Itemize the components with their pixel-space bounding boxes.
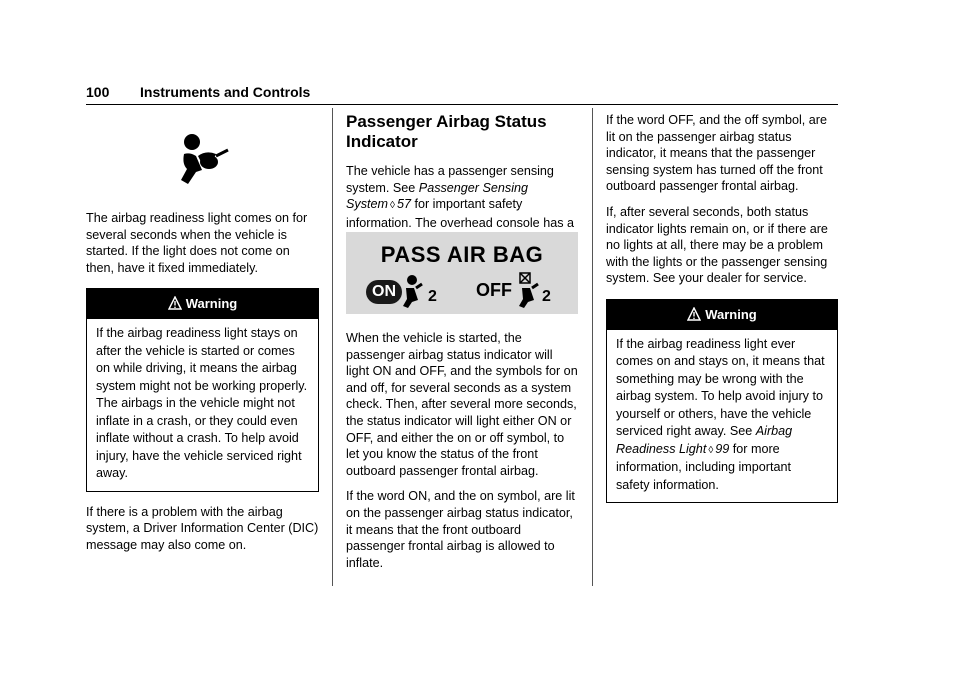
passenger-sensing-page[interactable]: 57 [396, 197, 411, 212]
warning-triangle-icon [687, 307, 701, 321]
intro-text: The vehicle has a passenger sensing system. See [346, 164, 554, 195]
indicator-on-label: ON [366, 280, 402, 304]
passenger-sensing-link[interactable]: Passenger Sensing System [346, 180, 529, 212]
column-divider-2 [592, 108, 593, 586]
airbag-readiness-paragraph: The airbag readiness light comes on for several seconds when the vehicle is started. If the light does not come on then, have it fixed immediately. [86, 211, 308, 275]
both-lights-paragraph: If, after several seconds, both status indicator lights remain on, or if there are no lights at all, there may be a problem with the lights or the passenger sensing system. See your dealer for service. [606, 204, 828, 286]
indicator-off-digit: 2 [542, 288, 551, 305]
warning-header-2 [607, 300, 837, 330]
off-status-paragraph: If the word OFF, and the off symbol, are lit on the passenger airbag status indicator, it means that the passenger sensing system has turned off the front outboard passenger frontal airbag. [606, 113, 827, 194]
warning-text-2 [607, 330, 837, 503]
passenger-on-icon [402, 274, 450, 310]
system-check-paragraph: When the vehicle is started, the passenger airbag status indicator will light ON and OFF, and the symbols for on and off, for several seconds as a system check. Then, after several more seconds, the status indicator will light either ON or OFF, and either the on or off symbol, to let you know the status of the front outboard passenger frontal airbag. [346, 331, 578, 478]
airbag-readiness-icon [86, 126, 319, 210]
column-1 [86, 126, 319, 563]
warning-triangle-icon [168, 296, 182, 310]
warning-text: If the airbag readiness light stays on after the vehicle is started or comes on while driving, it means the airbag system might not be working properly. The airbags in the vehicle might not inflate in a crash, or they could even inflate without a crash. To help avoid injury, have the vehicle serviced right away. [96, 326, 308, 481]
warning-box-1 [86, 288, 319, 492]
indicator-title: PASS AIR BAG [380, 242, 544, 267]
page-number: 100 [86, 84, 110, 100]
airbag-readiness-page[interactable]: 99 [715, 441, 730, 456]
warning-title-2: Warning [705, 306, 757, 322]
indicator-on-digit: 2 [428, 288, 437, 305]
column-2-lower [346, 330, 578, 580]
passenger-airbag-indicator [346, 232, 578, 314]
warning-text-b: for more information, including important safety information. [616, 441, 792, 492]
page-header [86, 84, 838, 104]
passenger-off-icon [516, 272, 564, 310]
page-ref-arrow-icon: ◊ [708, 444, 714, 456]
warning-text-a: If the airbag readiness light ever comes on and stays on, it means that something may be wrong with the airbag system. To help avoid injury to yourself or others, have the vehicle serviced right away. See [616, 336, 825, 439]
section-title: Instruments and Controls [140, 84, 311, 100]
warning-header [87, 289, 318, 319]
intro-text-end: for important safety information. The overhead console has a [346, 197, 574, 230]
dic-paragraph: If there is a problem with the airbag system, a Driver Information Center (DIC) message may also come on. [86, 504, 319, 553]
section-heading: Passenger Airbag Status Indicator [346, 112, 547, 151]
column-3 [606, 112, 838, 503]
header-rule [86, 104, 838, 105]
airbag-readiness-link[interactable]: Airbag Readiness Light [616, 424, 793, 456]
on-status-paragraph: If the word ON, and the on symbol, are lit on the passenger airbag status indicator, it means that the front outboard passenger frontal airbag is allowed to inflate. [346, 489, 575, 570]
page-ref-arrow-icon: ◊ [390, 200, 395, 212]
warning-box-2 [606, 299, 838, 504]
column-divider-1 [332, 108, 333, 586]
indicator-off-label: OFF [476, 280, 512, 300]
warning-title: Warning [185, 296, 238, 312]
